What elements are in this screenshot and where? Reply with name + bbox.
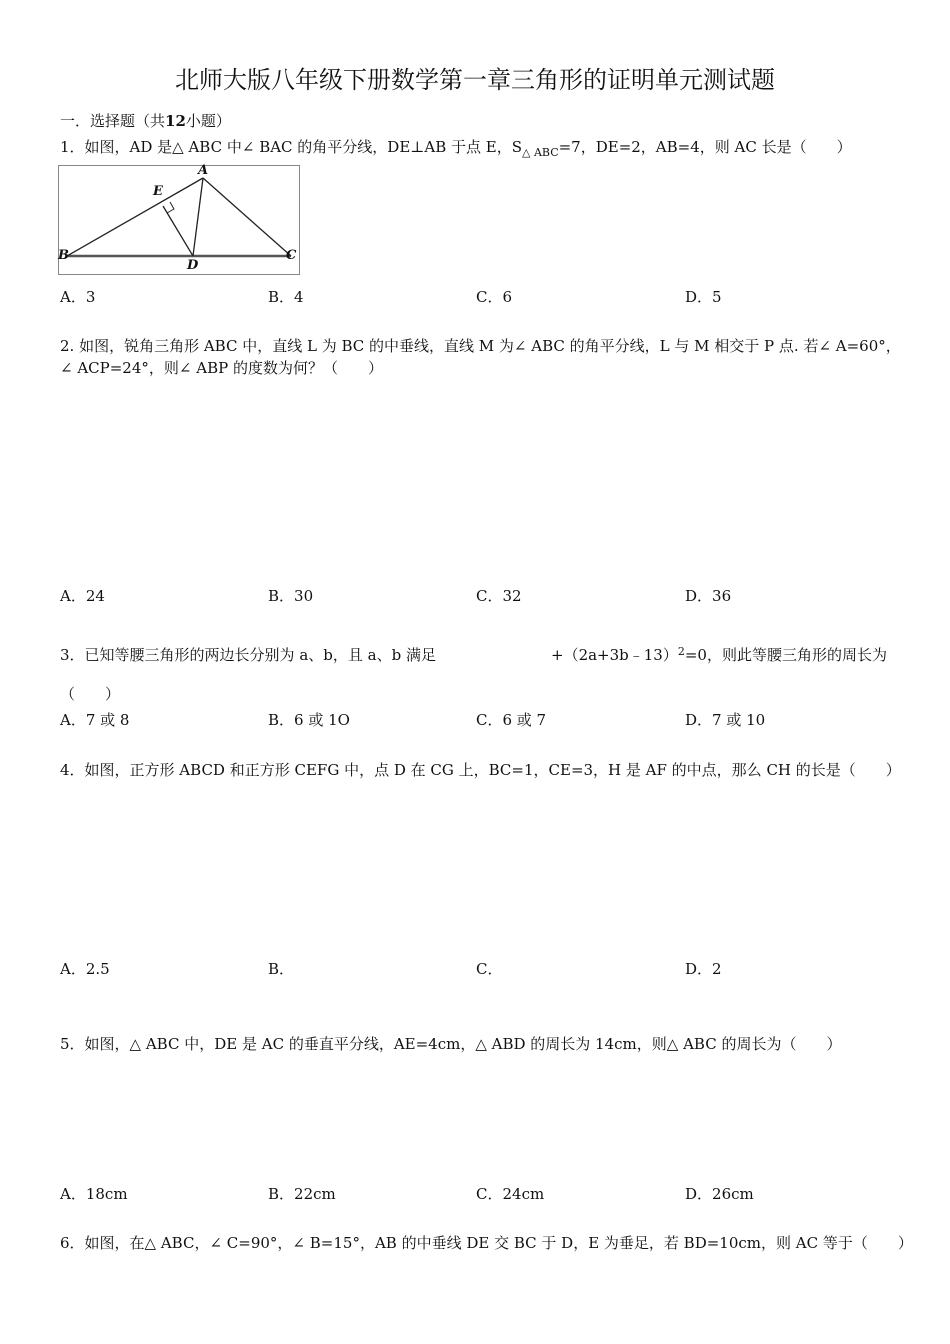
figure-label-e: E: [153, 184, 163, 199]
question-4-text: 4．如图，正方形 ABCD 和正方形 CEFG 中，点 D 在 CG 上，BC=1，CE=3，H 是 AF 的中点，那么 CH 的长是（ ）: [60, 761, 901, 779]
figure-label-c: C: [286, 248, 297, 263]
page-title: 北师大版八年级下册数学第一章三角形的证明单元测试题: [175, 66, 775, 94]
figure-label-b: B: [58, 248, 69, 263]
question-3-line-2: （ ）: [60, 685, 121, 703]
q4-option-d: D．2: [685, 960, 722, 978]
q1-option-d: D．5: [685, 288, 722, 306]
q2-option-b: B．30: [268, 587, 314, 605]
q3-option-a: A．7 或 8: [60, 711, 130, 729]
q5-option-b: B．22cm: [268, 1185, 336, 1203]
section-heading: 一．选择题（共12小题）: [60, 112, 231, 130]
q2-option-a: A．24: [60, 587, 105, 605]
figure-label-d: D: [187, 258, 199, 273]
q3-option-c: C．6 或 7: [476, 711, 547, 729]
q5-option-c: C．24cm: [476, 1185, 545, 1203]
q4-option-a: A．2.5: [60, 960, 110, 978]
question-6-text: 6．如图，在△ ABC，∠ C=90°，∠ B=15°，AB 的中垂线 DE 交 BC 于 D，E 为垂足，若 BD=10cm，则 AC 等于（ ）: [60, 1234, 913, 1252]
q4-option-c: C．: [476, 960, 503, 978]
q3-option-b: B．6 或 1O: [268, 711, 350, 729]
q1-option-c: C．6: [476, 288, 513, 306]
q5-option-d: D．26cm: [685, 1185, 754, 1203]
q1-option-a: A．3: [60, 288, 96, 306]
question-1-figure: [58, 165, 300, 275]
q5-option-a: A．18cm: [60, 1185, 128, 1203]
figure-label-a: A: [198, 163, 209, 178]
question-2-line-2: ∠ ACP=24°，则∠ ABP 的度数为何？（ ）: [60, 359, 383, 377]
q2-option-d: D．36: [685, 587, 732, 605]
question-1-text: 1．如图，AD 是△ ABC 中∠ BAC 的角平分线，DE⊥AB 于点 E，$S_{\triangle ABC}=7$，DE=2，AB=4，则 AC 长是（ ）: [60, 138, 852, 159]
q1-option-b: B．4: [268, 288, 304, 306]
question-2-line-1: 2. 如图，锐角三角形 ABC 中，直线 L 为 BC 的中垂线，直线 M 为∠ ABC 的角平分线，L 与 M 相交于 P 点. 若∠ A=60°，: [60, 337, 901, 355]
q4-option-b: B．: [268, 960, 295, 978]
question-5-text: 5．如图，△ ABC 中，DE 是 AC 的垂直平分线，AE=4cm，△ ABD 的周长为 14cm，则△ ABC 的周长为（ ）: [60, 1035, 842, 1053]
question-3-text-b: +（2a+3b﹣13）$^2$=0，则此等腰三角形的周长为: [551, 645, 887, 664]
question-3-text-a: 3．已知等腰三角形的两边长分别为 a、b，且 a、b 满足: [60, 646, 436, 664]
q3-option-d: D．7 或 10: [685, 711, 766, 729]
q2-option-c: C．32: [476, 587, 522, 605]
